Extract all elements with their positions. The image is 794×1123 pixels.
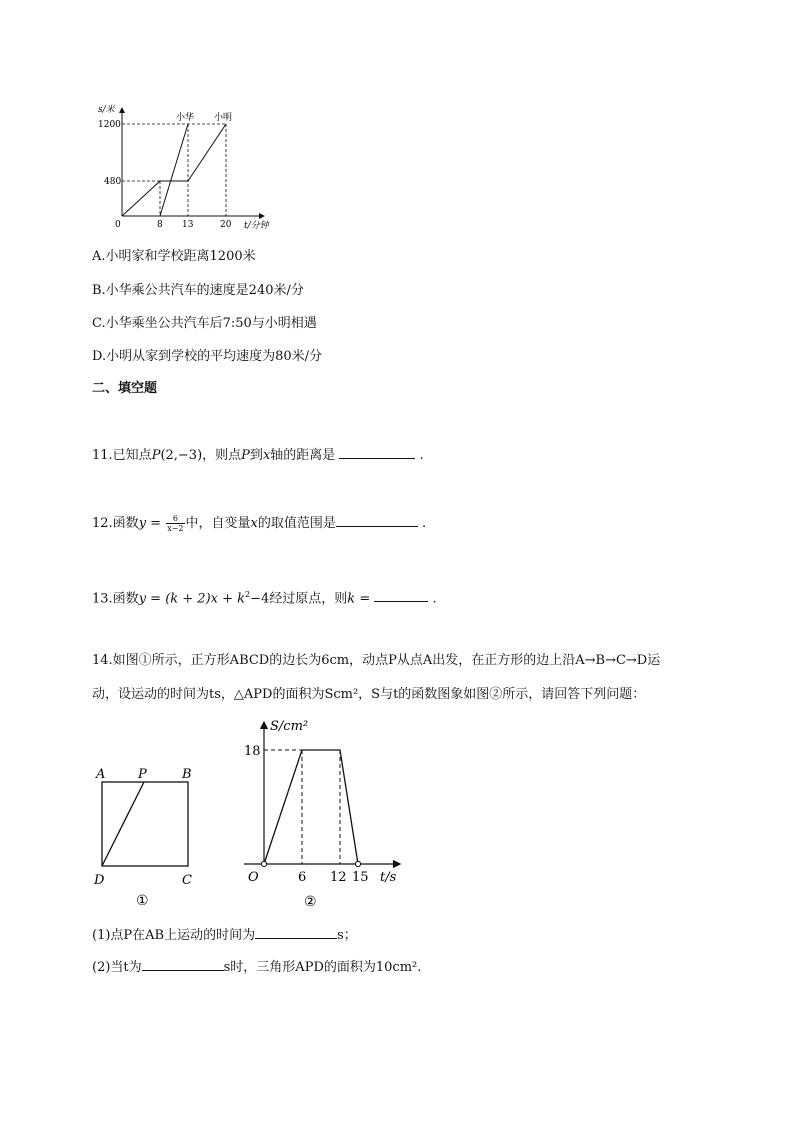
origin-label: O — [248, 870, 259, 885]
question-11: 11.已知点P(2,−3)，则点P到x轴的距离是 . — [92, 448, 424, 463]
answer-blank-14-1[interactable] — [255, 926, 337, 939]
figure-caption-2: ② — [304, 894, 317, 910]
t-tick-12: 12 — [330, 870, 347, 885]
question-14-line1: 14.如图①所示，正方形ABCD的边长为6cm，动点P从点A出发，在正方形的边上沿A→B→C→D运 — [92, 653, 661, 668]
answer-blank-13[interactable] — [374, 589, 428, 602]
option-b: B.小华乘公共汽车的速度是240米/分 — [92, 283, 304, 298]
end-open-point — [355, 861, 360, 866]
option-d: D.小明从家到学校的平均速度为80米/分 — [92, 349, 323, 364]
area-curve — [264, 750, 358, 864]
answer-blank-14-2[interactable] — [142, 958, 224, 971]
t-axis-label: t/s — [380, 870, 397, 885]
vertex-a: A — [96, 767, 106, 782]
option-c: C.小华乘坐公共汽车后7:50与小明相遇 — [92, 316, 317, 331]
question-12: 12.函数y = $\frac{6}{x-2}$ 中，自变量x的取值范围是 . — [92, 514, 427, 533]
vertex-d: D — [94, 873, 105, 888]
t-tick-15: 15 — [352, 870, 369, 885]
y-axis-label: s/米 — [98, 105, 115, 115]
area-time-graph — [236, 716, 406, 912]
segment-pd — [102, 782, 144, 866]
option-a: A.小明家和学校距离1200米 — [92, 249, 256, 264]
vertex-b: B — [182, 767, 192, 782]
x-tick-0: 0 — [115, 220, 121, 230]
x-axis-label: t/分钟 — [244, 221, 269, 231]
square-abcd — [102, 782, 188, 866]
vertex-c: C — [182, 873, 192, 888]
question-13: 13.函数$y = (k + 2)x + k^2-4$经过原点，则k = . — [92, 590, 437, 607]
origin-open-point — [261, 861, 266, 866]
s-axis-label: S/cm² — [270, 719, 309, 734]
series-label-xiaohua: 小华 — [176, 113, 195, 123]
question-14-part2: (2)当t为 s时，三角形APD的面积为10cm². — [92, 960, 422, 975]
x-tick-20: 20 — [220, 220, 232, 230]
y-tick-480: 480 — [104, 177, 122, 187]
series-xiaohua-line — [160, 124, 188, 216]
t-tick-6: 6 — [298, 870, 307, 885]
point-p: P — [138, 767, 147, 782]
fraction: $\frac{6}{x-2}$ — [167, 514, 184, 533]
answer-blank-11[interactable] — [339, 446, 415, 459]
question-14-part1: (1)点P在AB上运动的时间为 s； — [92, 928, 357, 943]
x-tick-8: 8 — [157, 220, 163, 230]
figure-caption-1: ① — [136, 893, 149, 909]
square-figure — [92, 762, 212, 910]
answer-blank-12[interactable] — [336, 514, 418, 527]
s-tick-18: 18 — [244, 744, 261, 759]
series-label-xiaoming: 小明 — [214, 113, 233, 123]
y-tick-1200: 1200 — [98, 120, 121, 130]
x-tick-13: 13 — [182, 220, 194, 230]
section-title: 二、填空题 — [92, 381, 158, 396]
distance-time-chart — [92, 100, 282, 235]
question-14-line2: 动，设运动的时间为ts，△APD的面积为Scm²，S与t的函数图象如图②所示，请回答下列问题： — [92, 687, 646, 702]
